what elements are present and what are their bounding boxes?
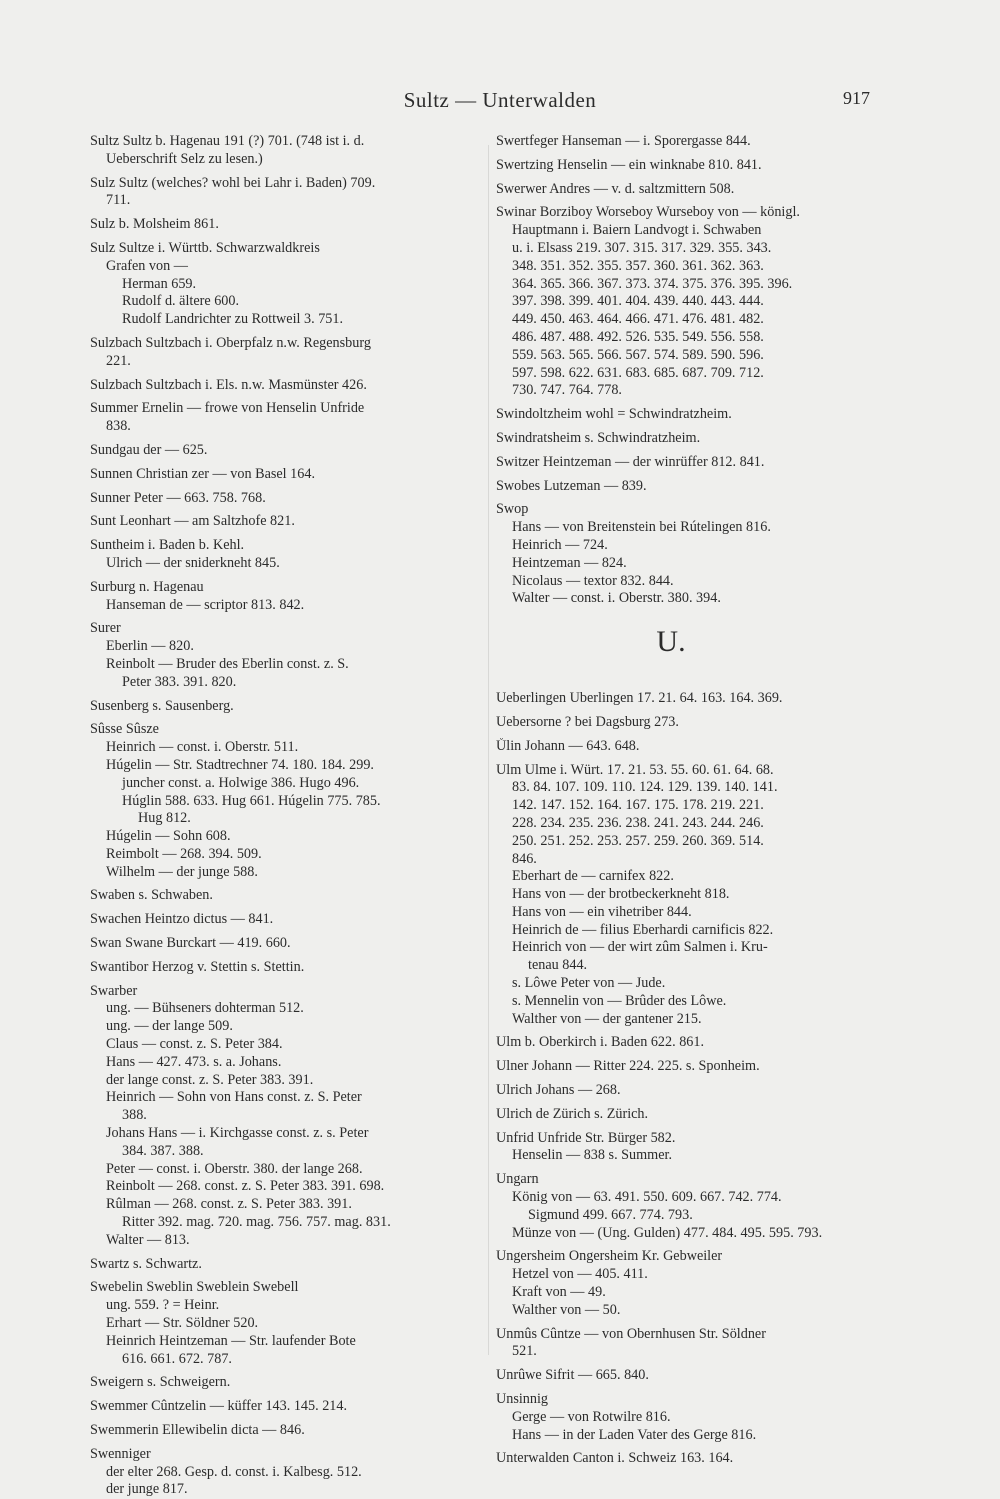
- index-subentry: der lange const. z. S. Peter 383. 391.: [106, 1071, 314, 1088]
- index-subentry: ung. — der lange 509.: [106, 1018, 233, 1035]
- index-subentry: 397. 398. 399. 401. 404. 439. 440. 443. 444.: [512, 293, 764, 310]
- index-subentry: 559. 563. 565. 566. 567. 574. 589. 590. 596.: [512, 346, 764, 363]
- right-column-top: [496, 133, 886, 608]
- index-subentry: 228. 234. 235. 236. 238. 241. 243. 244. 246.: [512, 814, 764, 831]
- index-entry: Swerwer Andres — v. d. saltzmittern 508.: [496, 180, 735, 197]
- index-entry: Swop: [496, 501, 529, 518]
- index-entry: Ungarn: [496, 1171, 539, 1188]
- index-subentry: Húgelin — Sohn 608.: [106, 828, 231, 845]
- index-entry: Sulzbach Sultzbach i. Els. n.w. Masmünster 426.: [90, 376, 367, 393]
- index-subentry: 388.: [122, 1107, 147, 1124]
- index-entry: Swartz s. Schwartz.: [90, 1255, 202, 1272]
- index-subentry: Heintzeman — 824.: [512, 554, 627, 571]
- index-subentry: Nicolaus — textor 832. 844.: [512, 572, 674, 589]
- index-entry: Sunner Peter — 663. 758. 768.: [90, 489, 266, 506]
- index-subentry: Ueberschrift Selz zu lesen.): [106, 150, 263, 167]
- index-entry: Ungersheim Ongersheim Kr. Gebweiler: [496, 1248, 723, 1265]
- index-entry: Susenberg s. Sausenberg.: [90, 697, 234, 714]
- index-subentry: Hans — von Breitenstein bei Rútelingen 816.: [512, 519, 771, 536]
- index-entry: Sundgau der — 625.: [90, 441, 208, 458]
- index-subentry: 348. 351. 352. 355. 357. 360. 361. 362. 363.: [512, 257, 764, 274]
- page-header: [0, 88, 1000, 118]
- index-entry: Ulm Ulme i. Würt. 17. 21. 53. 55. 60. 61. 64. 68.: [496, 761, 774, 778]
- index-entry: Sûsse Sûsze: [90, 721, 159, 738]
- index-entry: Sunnen Christian zer — von Basel 164.: [90, 465, 315, 482]
- index-entry: Swertzing Henselin — ein winknabe 810. 841.: [496, 156, 762, 173]
- index-entry: Sulz b. Molsheim 861.: [90, 216, 219, 233]
- index-subentry: Walther von — der gantener 215.: [512, 1010, 702, 1027]
- index-subentry: 384. 387. 388.: [122, 1142, 204, 1159]
- index-subentry: Reimbolt — 268. 394. 509.: [106, 845, 262, 862]
- index-subentry: Claus — const. z. S. Peter 384.: [106, 1036, 283, 1053]
- index-entry: Swachen Heintzo dictus — 841.: [90, 911, 274, 928]
- index-entry: Swantibor Herzog v. Stettin s. Stettin.: [90, 958, 305, 975]
- index-subentry: Heinrich de — filius Eberhardi carnificis 822.: [512, 921, 774, 938]
- index-subentry: Rudolf Landrichter zu Rottweil 3. 751.: [122, 311, 344, 328]
- index-entry: Swaben s. Schwaben.: [90, 887, 213, 904]
- index-entry: Ulm b. Oberkirch i. Baden 622. 861.: [496, 1034, 705, 1051]
- index-entry: Swebelin Sweblin Sweblein Swebell: [90, 1279, 299, 1296]
- index-subentry: ung. — Bühseners dohterman 512.: [106, 1000, 304, 1017]
- index-entry: Swobes Lutzeman — 839.: [496, 477, 647, 494]
- index-entry: Uebersorne ? bei Dagsburg 273.: [496, 713, 679, 730]
- index-subentry: Hans — in der Laden Vater des Gerge 816.: [512, 1426, 757, 1443]
- section-letter: U.: [656, 625, 686, 659]
- index-entry: Swertfeger Hanseman — i. Sporergasse 844.: [496, 133, 751, 149]
- index-entry: Swenniger: [90, 1445, 151, 1462]
- index-entry: Unfrid Unfride Str. Bürger 582.: [496, 1129, 676, 1146]
- index-subentry: der junge 817.: [106, 1481, 188, 1498]
- index-subentry: Wilhelm — der junge 588.: [106, 863, 258, 880]
- index-subentry: Grafen von —: [106, 257, 188, 274]
- index-entry: Unsinnig: [496, 1391, 549, 1408]
- index-entry: Ulrich Johans — 268.: [496, 1082, 621, 1099]
- index-entry: Surer: [90, 620, 121, 637]
- index-entry: Unrûwe Sifrit — 665. 840.: [496, 1367, 649, 1384]
- index-subentry: Walter — 813.: [106, 1231, 190, 1248]
- left-column: [90, 133, 482, 1499]
- index-subentry: Rudolf d. ältere 600.: [122, 293, 240, 310]
- index-entry: Swinar Borziboy Worseboy Wurseboy von — königl.: [496, 204, 800, 221]
- index-subentry: 449. 450. 463. 464. 466. 471. 476. 481. 482.: [512, 311, 764, 328]
- index-entry: Sulz Sultze i. Württb. Schwarzwaldkreis: [90, 239, 320, 256]
- page-number: 917: [843, 88, 870, 108]
- index-subentry: Hauptmann i. Baiern Landvogt i. Schwaben: [512, 222, 762, 239]
- right-column-bottom: [496, 690, 886, 1468]
- index-subentry: Reinbolt — 268. const. z. S. Peter 383. 391. 698.: [106, 1178, 385, 1195]
- index-subentry: Hanseman de — scriptor 813. 842.: [106, 596, 305, 613]
- index-subentry: s. Mennelin von — Brûder des Lôwe.: [512, 992, 727, 1009]
- index-subentry: 521.: [512, 1343, 537, 1360]
- index-subentry: 364. 365. 366. 367. 373. 374. 375. 376. 395. 396.: [512, 275, 793, 292]
- index-subentry: 597. 598. 622. 631. 683. 685. 687. 709. 712.: [512, 364, 764, 381]
- index-subentry: Erhart — Str. Söldner 520.: [106, 1315, 259, 1332]
- index-subentry: 616. 661. 672. 787.: [122, 1350, 232, 1367]
- index-subentry: 83. 84. 107. 109. 110. 124. 129. 139. 140. 141.: [512, 779, 778, 796]
- index-entry: Swarber: [90, 982, 138, 999]
- index-entry: Ulner Johann — Ritter 224. 225. s. Sponheim.: [496, 1058, 760, 1075]
- index-subentry: 142. 147. 152. 164. 167. 175. 178. 219. 221.: [512, 797, 764, 814]
- index-subentry: Sigmund 499. 667. 774. 793.: [528, 1206, 693, 1223]
- index-entry: Sweigern s. Schweigern.: [90, 1374, 231, 1391]
- index-subentry: Münze von — (Ung. Gulden) 477. 484. 495. 595. 793.: [512, 1224, 823, 1241]
- running-title: Sultz — Unterwalden: [403, 88, 597, 112]
- index-subentry: 846.: [512, 850, 537, 867]
- index-entry: Unterwalden Canton i. Schweiz 163. 164.: [496, 1450, 734, 1467]
- index-entry: Swan Swane Burckart — 419. 660.: [90, 935, 291, 952]
- index-subentry: der elter 268. Gesp. d. const. i. Kalbesg. 512.: [106, 1463, 362, 1480]
- index-subentry: Johans Hans — i. Kirchgasse const. z. s. Peter: [106, 1125, 369, 1142]
- index-entry: Swemmer Cûntzelin — küffer 143. 145. 214.: [90, 1398, 348, 1415]
- index-entry: Sulz Sultz (welches? wohl bei Lahr i. Baden) 709.: [90, 174, 376, 191]
- index-subentry: Peter 383. 391. 820.: [122, 673, 237, 690]
- index-entry: Ueberlingen Uberlingen 17. 21. 64. 163. 164. 369.: [496, 690, 783, 707]
- index-subentry: Eberhart de — carnifex 822.: [512, 868, 674, 885]
- index-subentry: König von — 63. 491. 550. 609. 667. 742. 774.: [512, 1189, 782, 1206]
- index-subentry: Heinrich Heintzeman — Str. laufender Bote: [106, 1332, 356, 1349]
- index-entry: Surburg n. Hagenau: [90, 578, 204, 595]
- index-subentry: Rûlman — 268. const. z. S. Peter 383. 391.: [106, 1196, 352, 1213]
- index-subentry: 486. 487. 488. 492. 526. 535. 549. 556. 558.: [512, 328, 764, 345]
- index-subentry: 730. 747. 764. 778.: [512, 382, 622, 399]
- index-subentry: Herman 659.: [122, 275, 197, 292]
- index-subentry: Hug 812.: [138, 810, 191, 827]
- index-subentry: Gerge — von Rotwilre 816.: [512, 1408, 671, 1425]
- index-subentry: Heinrich — const. i. Oberstr. 511.: [106, 739, 299, 756]
- index-subentry: Hans — 427. 473. s. a. Johans.: [106, 1053, 282, 1070]
- index-subentry: ung. 559. ? = Heinr.: [106, 1297, 220, 1314]
- index-entry: Ulrich de Zürich s. Zürich.: [496, 1105, 649, 1122]
- index-subentry: Heinrich von — der wirt zûm Salmen i. Kru-: [512, 939, 768, 956]
- index-subentry: Heinrich — 724.: [512, 536, 608, 553]
- index-subentry: Henselin — 838 s. Summer.: [512, 1147, 672, 1164]
- index-subentry: 711.: [106, 192, 131, 209]
- index-entry: Sultz Sultz b. Hagenau 191 (?) 701. (748 ist i. d.: [90, 133, 365, 149]
- index-entry: Unmûs Cûntze — von Obernhusen Str. Söldner: [496, 1325, 766, 1342]
- index-subentry: juncher const. a. Holwige 386. Hugo 496.: [122, 774, 360, 791]
- right-column: [496, 133, 886, 1468]
- index-subentry: Ritter 392. mag. 720. mag. 756. 757. mag. 831.: [122, 1214, 391, 1231]
- index-subentry: tenau 844.: [528, 957, 588, 974]
- index-subentry: Eberlin — 820.: [106, 638, 194, 655]
- index-entry: Ůlin Johann — 643. 648.: [496, 737, 640, 754]
- column-divider: [488, 145, 489, 1355]
- index-entry: Sulzbach Sultzbach i. Oberpfalz n.w. Regensburg: [90, 334, 371, 351]
- index-subentry: u. i. Elsass 219. 307. 315. 317. 329. 355. 343.: [512, 239, 772, 256]
- index-subentry: 221.: [106, 352, 131, 369]
- index-entry: Suntheim i. Baden b. Kehl.: [90, 537, 245, 554]
- index-subentry: Húgelin — Str. Stadtrechner 74. 180. 184. 299.: [106, 756, 374, 773]
- index-subentry: s. Lôwe Peter von — Jude.: [512, 975, 666, 992]
- index-subentry: Hans von — ein vihetriber 844.: [512, 903, 692, 920]
- index-subentry: Kraft von — 49.: [512, 1284, 606, 1301]
- index-subentry: Hetzel von — 405. 411.: [512, 1266, 648, 1283]
- index-entry: Swemmerin Ellewibelin dicta — 846.: [90, 1422, 305, 1438]
- index-subentry: Heinrich — Sohn von Hans const. z. S. Peter: [106, 1089, 362, 1106]
- index-subentry: Peter — const. i. Oberstr. 380. der lange 268.: [106, 1160, 363, 1177]
- index-subentry: 838.: [106, 418, 131, 435]
- index-subentry: Walter — const. i. Oberstr. 380. 394.: [512, 590, 721, 607]
- index-subentry: 250. 251. 252. 253. 257. 259. 260. 369. 514.: [512, 832, 764, 849]
- index-subentry: Ulrich — der sniderkneht 845.: [106, 554, 280, 571]
- index-entry: Swindratsheim s. Schwindratzheim.: [496, 429, 701, 446]
- index-entry: Sunt Leonhart — am Saltzhofe 821.: [90, 513, 295, 530]
- index-entry: Swindoltzheim wohl = Schwindratzheim.: [496, 406, 732, 423]
- index-subentry: Walther von — 50.: [512, 1301, 621, 1318]
- index-subentry: Reinbolt — Bruder des Eberlin const. z. S.: [106, 655, 349, 672]
- index-entry: Summer Ernelin — frowe von Henselin Unfride: [90, 400, 365, 417]
- index-subentry: Húglin 588. 633. Hug 661. Húgelin 775. 785.: [122, 792, 381, 809]
- index-subentry: Hans von — der brotbeckerkneht 818.: [512, 886, 730, 903]
- index-entry: Switzer Heintzeman — der winrüffer 812. 841.: [496, 453, 765, 470]
